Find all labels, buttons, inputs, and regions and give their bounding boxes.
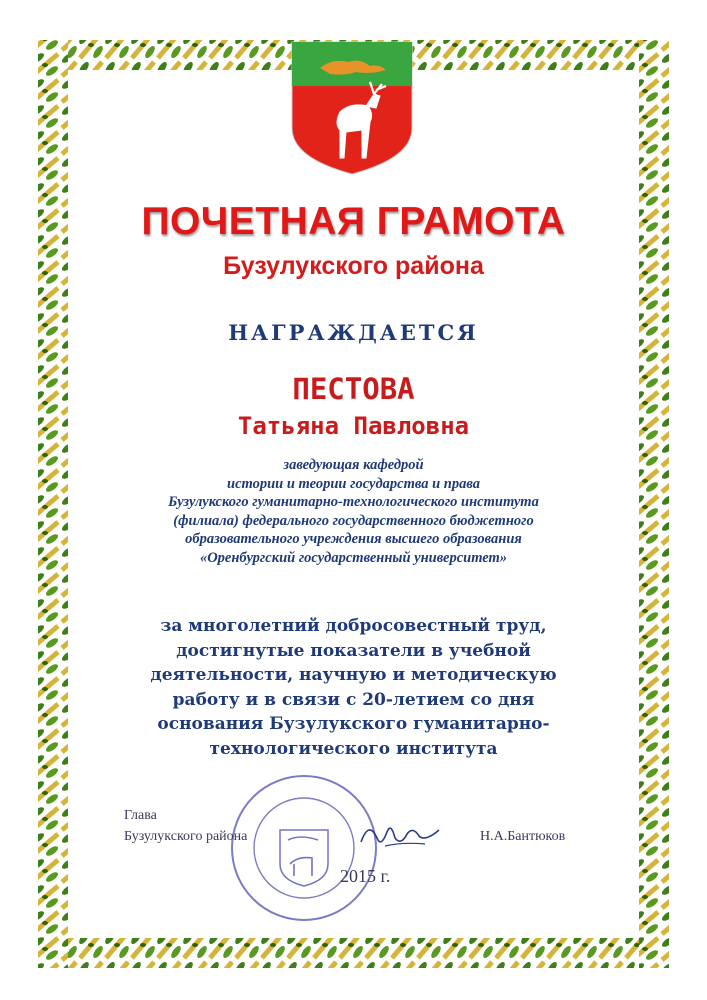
position-line: (филиала) федерального государственного бюджетного: [173, 512, 534, 529]
recipient-given-names: Татьяна Павловна: [237, 412, 470, 440]
position-line: заведующая кафедрой: [283, 457, 424, 473]
position-line: Бузулукского гуманитарно-технологического института: [168, 494, 539, 510]
signature-icon: [355, 812, 445, 857]
awarded-heading: НАГРАЖДАЕТСЯ: [228, 320, 479, 345]
recipient-surname: ПЕСТОВА: [292, 372, 415, 406]
coat-of-arms-icon: [290, 40, 414, 176]
position-line: «Оренбургский государственный университет»: [199, 549, 508, 566]
signer-title-line2: Бузулукского района: [124, 829, 248, 844]
issue-year: 2015 г.: [340, 866, 391, 886]
reason-line: технологического института: [209, 738, 498, 759]
certificate-subtitle: Бузулукского района: [223, 252, 484, 280]
signer-name: Н.А.Бантюков: [480, 829, 566, 844]
reason-line: достигнутые показатели в учебной: [176, 640, 531, 661]
reason-line: деятельности, научную и методическую: [150, 665, 557, 685]
recipient-position: [60, 456, 647, 567]
reason-line: работу и в связи с 20-летием со дня: [172, 689, 535, 710]
reason-line: основания Бузулукского гуманитарно-: [157, 714, 550, 734]
position-line: истории и теории государства и права: [227, 475, 480, 492]
position-line: образовательного учреждения высшего образования: [185, 531, 522, 547]
certificate-title: ПОЧЕТНАЯ ГРАМОТА: [141, 200, 566, 243]
signer-title-line1: Глава: [124, 808, 157, 823]
reason-line: за многолетний добросовестный труд,: [160, 616, 547, 636]
award-reason: [60, 614, 647, 761]
